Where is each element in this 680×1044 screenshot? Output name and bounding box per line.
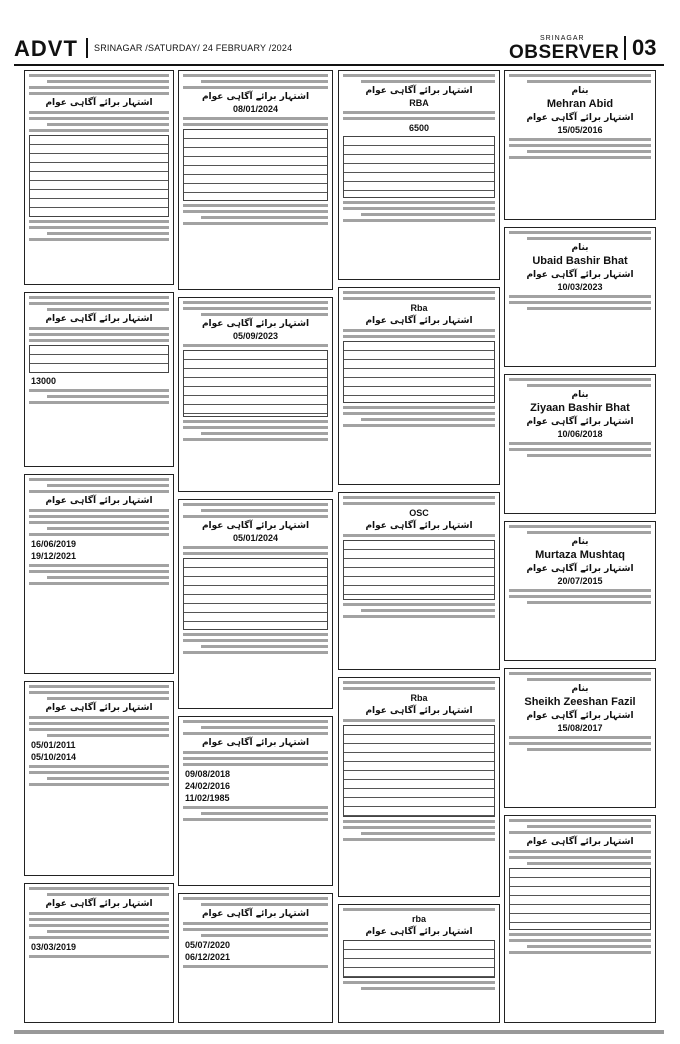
notice-date: 05/07/2020 xyxy=(185,940,231,950)
masthead xyxy=(14,34,664,66)
notice-b5 xyxy=(178,893,333,1023)
notice-label: RBA xyxy=(409,98,429,108)
notice-heading: اشتہار برائے آگاہی عوام xyxy=(365,316,473,326)
notice-date: 06/12/2021 xyxy=(185,952,231,962)
notice-heading: اشتہار برائے آگاہی عوام xyxy=(526,564,634,574)
notice-c3 xyxy=(338,492,500,670)
notice-name: Murtaza Mushtaq xyxy=(535,549,625,561)
notice-date: 05/01/2024 xyxy=(232,533,279,543)
notice-heading: اشتہار برائے آگاہی عوام xyxy=(45,98,153,108)
notice-table xyxy=(343,540,495,600)
notice-d6 xyxy=(504,815,656,1023)
notice-label: Rba xyxy=(410,303,428,313)
notice-a2 xyxy=(24,292,174,467)
notice-table xyxy=(343,341,495,403)
notice-date: 16/06/2019 xyxy=(31,539,77,549)
notice-table xyxy=(29,345,169,373)
notice-a4 xyxy=(24,474,174,674)
notice-d1 xyxy=(504,70,656,220)
notice-heading: اشتہار برائے آگاہی عوام xyxy=(45,899,153,909)
notice-title: بنام xyxy=(571,684,589,694)
notice-heading: اشتہار برائے آگاہی عوام xyxy=(45,314,153,324)
notice-date: 20/07/2015 xyxy=(557,576,603,586)
notice-c2 xyxy=(338,287,500,485)
notice-c5 xyxy=(338,904,500,1023)
column-1 xyxy=(24,70,174,1025)
notice-b2 xyxy=(178,297,333,492)
notice-a6 xyxy=(24,883,174,1023)
notice-d2 xyxy=(504,227,656,367)
notice-a5 xyxy=(24,681,174,876)
notice-heading: اشتہار برائے آگاہی عوام xyxy=(45,496,153,506)
notice-heading: اشتہار برائے آگاہی عوام xyxy=(365,706,473,716)
brand-logo: OBSERVER xyxy=(509,42,620,63)
notice-b1 xyxy=(178,70,333,290)
notice-table xyxy=(183,558,328,630)
notice-date: 03/03/2019 xyxy=(31,942,77,952)
dateline: SRINAGAR /SATURDAY/ 24 FEBRUARY /2024 xyxy=(94,43,293,53)
notice-d5 xyxy=(504,668,656,808)
notice-table xyxy=(343,725,495,817)
notice-table xyxy=(343,136,495,198)
notice-heading: اشتہار برائے آگاہی عوام xyxy=(201,738,310,748)
notice-date: 24/02/2016 xyxy=(185,781,231,791)
notice-heading: اشتہار برائے آگاہی عوام xyxy=(526,417,634,427)
notice-label: rba xyxy=(411,914,426,924)
notice-heading: اشتہار برائے آگاہی عوام xyxy=(365,927,473,937)
notice-c1 xyxy=(338,70,500,280)
notice-heading: اشتہار برائے آگاہی عوام xyxy=(365,86,473,96)
notice-c4 xyxy=(338,677,500,897)
page-number: 03 xyxy=(632,35,657,60)
header-divider-right xyxy=(624,36,626,60)
header-divider xyxy=(86,38,88,58)
notice-table xyxy=(509,868,651,930)
notice-heading: اشتہار برائے آگاہی عوام xyxy=(201,909,310,919)
notice-table xyxy=(343,940,495,978)
notice-label: Rba xyxy=(410,693,428,703)
notice-b4 xyxy=(178,716,333,886)
notice-heading: اشتہار برائے آگاہی عوام xyxy=(45,703,153,713)
column-4 xyxy=(504,70,656,1025)
notice-date: 19/12/2021 xyxy=(31,551,77,561)
notice-heading: اشتہار برائے آگاہی عوام xyxy=(201,92,310,102)
notice-title: بنام xyxy=(571,86,589,96)
notice-heading: اشتہار برائے آگاہی عوام xyxy=(526,113,634,123)
notice-heading: اشتہار برائے آگاہی عوام xyxy=(365,521,473,531)
notice-date: 10/06/2018 xyxy=(557,429,603,439)
notice-date: 11/02/1985 xyxy=(185,793,230,803)
notice-d4 xyxy=(504,521,656,661)
notice-name: Mehran Abid xyxy=(546,98,614,110)
notice-d3 xyxy=(504,374,656,514)
notice-date: 05/09/2023 xyxy=(232,331,279,341)
notice-date: 10/03/2023 xyxy=(557,282,603,292)
notice-heading: اشتہار برائے آگاہی عوام xyxy=(526,711,634,721)
notice-date: 15/08/2017 xyxy=(557,723,603,733)
notice-table xyxy=(183,129,328,201)
column-3 xyxy=(338,70,500,1025)
notice-b3 xyxy=(178,499,333,709)
notice-title: بنام xyxy=(571,537,589,547)
section-label: ADVT xyxy=(14,36,78,61)
notice-heading: اشتہار برائے آگاہی عوام xyxy=(201,521,310,531)
notice-table xyxy=(29,135,169,217)
notice-heading: اشتہار برائے آگاہی عوام xyxy=(201,319,310,329)
brand-city: SRINAGAR xyxy=(540,35,585,42)
notice-date: 05/01/2011 xyxy=(31,740,76,750)
column-2 xyxy=(178,70,333,1025)
notice-figure: 6500 xyxy=(408,123,430,133)
notice-a1 xyxy=(24,70,174,285)
notice-name: Sheikh Zeeshan Fazil xyxy=(524,696,636,708)
notice-table xyxy=(183,350,328,417)
notice-date: 15/05/2016 xyxy=(557,125,603,135)
notice-date: 08/01/2024 xyxy=(232,104,279,114)
notice-name: Ziyaan Bashir Bhat xyxy=(530,402,630,414)
notice-name: Ubaid Bashir Bhat xyxy=(532,255,628,267)
notice-heading: اشتہار برائے آگاہی عوام xyxy=(526,837,634,847)
footer-rule xyxy=(14,1030,664,1034)
notice-title: بنام xyxy=(571,390,589,400)
notice-date: 09/08/2018 xyxy=(185,769,231,779)
notice-title: بنام xyxy=(571,243,589,253)
notice-date: 05/10/2014 xyxy=(31,752,77,762)
notice-heading: اشتہار برائے آگاہی عوام xyxy=(526,270,634,280)
notice-figure: 13000 xyxy=(31,376,57,386)
notice-label: OSC xyxy=(409,508,429,518)
